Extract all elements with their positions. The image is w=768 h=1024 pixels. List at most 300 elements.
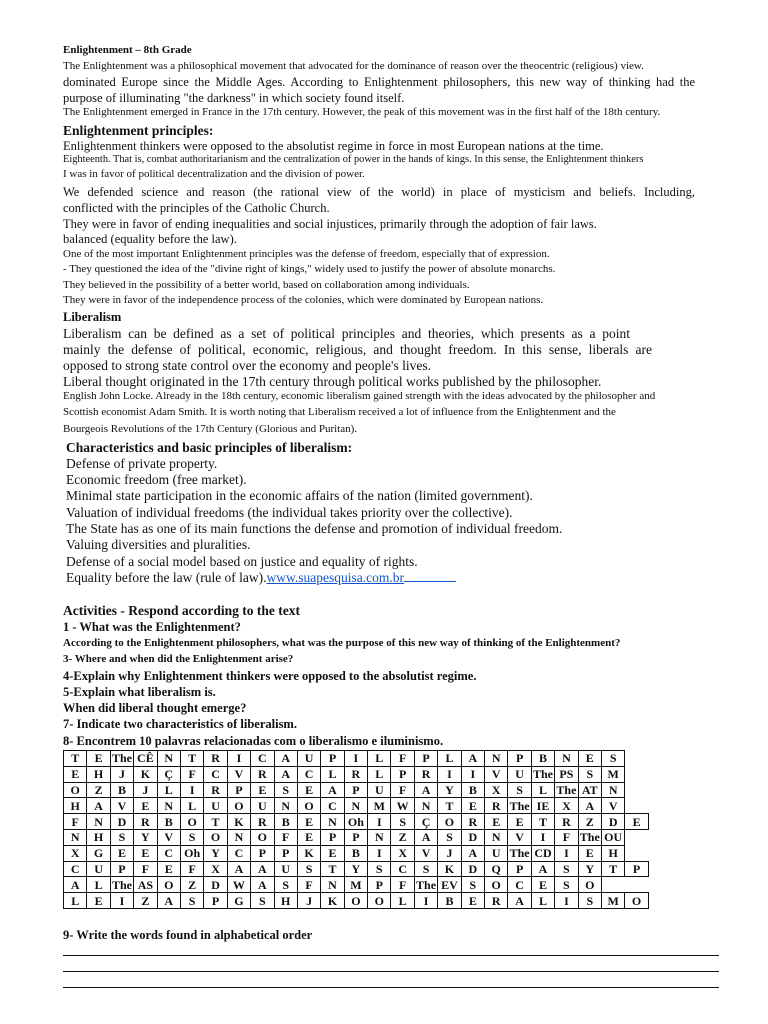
word-search-cell[interactable]: Z (578, 814, 601, 830)
word-search-cell[interactable]: A (157, 893, 180, 909)
word-search-cell[interactable]: F (180, 766, 203, 782)
word-search-cell[interactable]: L (64, 893, 87, 909)
word-search-cell[interactable]: IE (531, 798, 554, 814)
word-search-cell[interactable]: C (251, 751, 274, 767)
question-7: 7- Indicate two characteristics of liberalism. (63, 717, 297, 731)
intro-line: The Enlightenment emerged in France in the 17th century. However, the peak of this movement was in the first half of the 18th century. (63, 106, 661, 118)
word-search-cell[interactable]: O (578, 877, 601, 893)
word-search-cell[interactable]: F (274, 829, 297, 845)
word-search-cell[interactable]: E (531, 877, 554, 893)
word-search-cell[interactable]: R (251, 814, 274, 830)
word-search-cell[interactable]: J (134, 782, 157, 798)
word-search-cell[interactable]: K (297, 845, 320, 861)
word-search-cell[interactable]: T (438, 798, 461, 814)
question-5: 5-Explain what liberalism is. (63, 685, 216, 699)
word-search-cell[interactable]: Z (391, 829, 414, 845)
word-search-cell[interactable]: P (414, 751, 437, 767)
word-search-cell[interactable]: P (321, 751, 344, 767)
word-search-cell[interactable]: R (344, 766, 367, 782)
word-search-cell[interactable]: S (180, 829, 203, 845)
word-search-cell[interactable]: O (157, 877, 180, 893)
word-search-cell[interactable]: E (251, 782, 274, 798)
word-search-cell[interactable]: U (274, 861, 297, 877)
word-search-cell[interactable]: N (227, 829, 250, 845)
word-search-cell[interactable]: C (297, 766, 320, 782)
word-search-cell[interactable]: L (157, 782, 180, 798)
word-search-cell[interactable]: N (344, 798, 367, 814)
answer-line[interactable] (63, 971, 719, 972)
word-search-cell[interactable]: E (485, 814, 508, 830)
word-search-cell[interactable]: G (87, 845, 110, 861)
word-search-cell[interactable]: S (110, 829, 133, 845)
word-search-cell[interactable]: N (157, 798, 180, 814)
activities-heading: Activities - Respond according to the text (63, 603, 300, 618)
word-search-row (64, 766, 649, 782)
question-4: 4-Explain why Enlightenment thinkers were opposed to the absolutist regime. (63, 669, 477, 683)
word-search-cell[interactable]: J (438, 845, 461, 861)
word-search-cell[interactable]: H (64, 798, 87, 814)
word-search-cell[interactable]: B (531, 751, 554, 767)
word-search-cell[interactable]: S (297, 861, 320, 877)
word-search-cell[interactable]: N (601, 782, 624, 798)
word-search-cell[interactable]: H (87, 829, 110, 845)
source-link[interactable]: www.suapesquisa.com.br (266, 570, 405, 585)
liberalism-heading: Liberalism (63, 310, 122, 324)
word-search-cell[interactable]: N (414, 798, 437, 814)
word-search-cell[interactable]: J (297, 893, 320, 909)
word-search-cell[interactable]: B (461, 782, 484, 798)
word-search-cell[interactable]: C (391, 861, 414, 877)
word-search-cell[interactable]: The (579, 830, 600, 845)
word-search-cell[interactable]: P (274, 845, 297, 861)
principles-line: balanced (equality before the law). (63, 232, 237, 246)
word-search-cell[interactable]: L (531, 782, 554, 798)
word-search-cell[interactable]: S (578, 766, 601, 782)
question-6: When did liberal thought emerge? (63, 701, 247, 715)
word-search-cell[interactable]: V (485, 766, 508, 782)
word-search-cell[interactable]: N (87, 814, 110, 830)
word-search-cell[interactable]: O (344, 893, 367, 909)
question-2: According to the Enlightenment philosophers, what was the purpose of this new way of thinking of the Enlightenment? (63, 637, 621, 649)
word-search-cell[interactable]: R (414, 766, 437, 782)
word-search-cell[interactable]: N (485, 829, 508, 845)
word-search-cell[interactable]: Oh (180, 845, 203, 861)
word-search-cell[interactable]: P (227, 782, 250, 798)
word-search-cell[interactable]: M (601, 893, 624, 909)
principles-line: - They questioned the idea of the "divine right of kings," widely used to justify the power of absolute monarchs. (63, 263, 556, 275)
word-search-cell[interactable]: E (578, 845, 601, 861)
word-search-cell[interactable]: CÊ (134, 751, 157, 767)
word-search-cell[interactable]: B (344, 845, 367, 861)
word-search-cell[interactable]: E (461, 798, 484, 814)
word-search-cell[interactable]: E (157, 861, 180, 877)
word-search-cell[interactable]: A (578, 798, 601, 814)
word-search-cell[interactable]: S (391, 814, 414, 830)
characteristics-item: The State has as one of its main functions the defense and promotion of individual freedom. (66, 521, 563, 536)
word-search-cell[interactable]: EV (438, 877, 461, 893)
word-search-cell[interactable]: E (297, 829, 320, 845)
word-search-cell[interactable]: X (204, 861, 227, 877)
word-search-cell[interactable]: The (111, 877, 132, 892)
word-search-cell[interactable]: T (180, 751, 203, 767)
word-search-cell[interactable]: D (204, 877, 227, 893)
word-search-cell[interactable]: U (204, 798, 227, 814)
word-search-cell[interactable]: E (297, 782, 320, 798)
word-search-cell[interactable]: S (461, 877, 484, 893)
word-search-cell[interactable]: C (508, 877, 531, 893)
word-search-cell[interactable]: A (414, 782, 437, 798)
word-search-cell[interactable]: H (601, 845, 624, 861)
word-search-cell[interactable]: E (64, 766, 87, 782)
word-search-cell[interactable]: A (251, 861, 274, 877)
word-search-cell[interactable]: I (368, 845, 391, 861)
word-search-cell[interactable]: E (297, 814, 320, 830)
word-search-cell[interactable]: E (87, 893, 110, 909)
word-search-cell[interactable]: R (251, 766, 274, 782)
word-search-cell[interactable]: I (344, 751, 367, 767)
word-search-cell[interactable]: O (180, 814, 203, 830)
word-search-cell[interactable]: V (414, 845, 437, 861)
word-search-cell[interactable]: U (508, 766, 531, 782)
word-search-cell[interactable]: L (368, 751, 391, 767)
word-search-cell[interactable]: T (64, 751, 87, 767)
word-search-row (64, 751, 649, 767)
principles-line: conflicted with the principles of the Catholic Church. (63, 201, 330, 215)
word-search-cell[interactable]: V (601, 798, 624, 814)
page-title: Enlightenment – 8th Grade (63, 44, 192, 56)
word-search-cell[interactable]: P (391, 766, 414, 782)
word-search-cell[interactable]: O (251, 829, 274, 845)
word-search-cell[interactable]: Ç (157, 766, 180, 782)
word-search-cell[interactable]: The (556, 782, 577, 797)
word-search-cell[interactable]: L (438, 751, 461, 767)
word-search-cell[interactable]: B (438, 893, 461, 909)
word-search-cell[interactable]: I (555, 845, 578, 861)
word-search-cell[interactable]: K (321, 893, 344, 909)
word-search-row (64, 782, 649, 798)
word-search-cell[interactable]: R (204, 782, 227, 798)
word-search-cell[interactable]: X (64, 845, 87, 861)
word-search-row (64, 877, 649, 893)
principles-line: They believed in the possibility of a better world, based on collaboration among individuals. (63, 279, 470, 291)
word-search-cell[interactable]: C (227, 845, 250, 861)
word-search-cell[interactable]: F (391, 751, 414, 767)
word-search-cell[interactable]: The (533, 767, 554, 782)
word-search-cell[interactable]: E (134, 798, 157, 814)
word-search-cell[interactable]: O (625, 893, 648, 909)
intro-line: dominated Europe since the Middle Ages. According to Enlightenment philosophers, this new way of thinking had the (63, 75, 695, 89)
characteristics-item: Valuation of individual freedoms (the individual takes priority over the collective). (66, 505, 513, 520)
word-search-cell[interactable]: R (461, 814, 484, 830)
word-search-cell[interactable]: A (414, 829, 437, 845)
word-search-cell[interactable]: E (87, 751, 110, 767)
word-search-cell[interactable]: M (601, 766, 624, 782)
word-search-cell[interactable]: The (509, 798, 530, 813)
word-search-cell[interactable]: L (531, 893, 554, 909)
word-search-cell[interactable]: I (555, 893, 578, 909)
word-search-cell[interactable]: OU (601, 829, 624, 845)
word-search-cell[interactable]: The (416, 877, 437, 892)
word-search-cell[interactable]: P (508, 751, 531, 767)
word-search-cell[interactable]: X (555, 798, 578, 814)
word-search-cell[interactable]: A (508, 893, 531, 909)
word-search-row (64, 893, 649, 909)
word-search-cell[interactable]: P (110, 861, 133, 877)
word-search-cell[interactable]: S (601, 751, 624, 767)
word-search-cell[interactable]: Y (204, 845, 227, 861)
characteristics-item: Minimal state participation in the economic affairs of the nation (limited government). (66, 488, 533, 503)
word-search-cell[interactable]: H (87, 766, 110, 782)
word-search-cell[interactable]: X (391, 845, 414, 861)
word-search-cell[interactable]: Oh (344, 814, 367, 830)
word-search-cell[interactable]: I (110, 893, 133, 909)
word-search-cell[interactable]: The (111, 751, 132, 766)
word-search-cell[interactable]: W (227, 877, 250, 893)
word-search-cell[interactable]: D (461, 861, 484, 877)
word-search-row (64, 814, 649, 830)
word-search-cell[interactable]: K (227, 814, 250, 830)
word-search-cell[interactable]: P (368, 877, 391, 893)
word-search-cell[interactable]: N (368, 829, 391, 845)
characteristics-item: Equality before the law (rule of law). (66, 570, 267, 585)
word-search-cell[interactable]: CD (531, 845, 554, 861)
word-search-cell[interactable]: L (180, 798, 203, 814)
word-search-cell[interactable]: A (274, 751, 297, 767)
word-search-cell[interactable]: S (368, 861, 391, 877)
word-search-cell[interactable]: P (508, 861, 531, 877)
word-search-cell[interactable]: M (344, 877, 367, 893)
word-search-cell[interactable]: R (204, 751, 227, 767)
word-search-cell[interactable]: N (274, 798, 297, 814)
word-search-cell[interactable]: C (64, 861, 87, 877)
word-search-cell[interactable]: P (344, 829, 367, 845)
word-search-cell[interactable]: A (64, 877, 87, 893)
word-search-cell[interactable]: S (555, 877, 578, 893)
word-search-cell[interactable]: F (64, 814, 87, 830)
word-search-cell[interactable]: E (625, 814, 648, 830)
word-search-row (64, 861, 649, 877)
word-search-cell[interactable]: U (251, 798, 274, 814)
link-underline (404, 580, 456, 582)
word-search-cell[interactable]: I (461, 766, 484, 782)
liberalism-line: Liberalism can be defined as a set of political principles and theories, which presents as a point (63, 326, 630, 341)
word-search-cell[interactable]: E (508, 814, 531, 830)
word-search-cell[interactable]: P (251, 845, 274, 861)
word-search-cell[interactable]: O (368, 893, 391, 909)
principles-heading: Enlightenment principles: (63, 123, 214, 138)
question-9: 9- Write the words found in alphabetical order (63, 928, 313, 942)
word-search-cell[interactable]: O (227, 798, 250, 814)
word-search-cell[interactable]: L (321, 766, 344, 782)
word-search-cell[interactable]: F (555, 829, 578, 845)
word-search-cell[interactable]: R (485, 798, 508, 814)
answer-line[interactable] (63, 987, 719, 988)
word-search-cell[interactable]: E (321, 845, 344, 861)
word-search-cell[interactable]: S (578, 893, 601, 909)
word-search-cell[interactable]: N (555, 751, 578, 767)
word-search-cell[interactable]: C (204, 766, 227, 782)
word-search-cell[interactable]: V (508, 829, 531, 845)
liberalism-line: opposed to strong state control over the economy and people's lives. (63, 358, 431, 373)
characteristics-item: Valuing diversities and pluralities. (66, 537, 251, 552)
word-search-cell[interactable]: AS (134, 877, 157, 893)
word-search-cell[interactable]: F (180, 861, 203, 877)
word-search-cell[interactable]: Y (438, 782, 461, 798)
word-search-cell[interactable]: S (274, 782, 297, 798)
word-search-cell[interactable]: PS (555, 766, 578, 782)
word-search-cell[interactable]: T (601, 861, 624, 877)
word-search-cell[interactable]: P (204, 893, 227, 909)
word-search-cell[interactable]: N (157, 751, 180, 767)
word-search-cell[interactable]: T (531, 814, 554, 830)
word-search-cell[interactable]: H (274, 893, 297, 909)
word-search-cell[interactable]: U (87, 861, 110, 877)
question-8: 8- Encontrem 10 palavras relacionadas com o liberalismo e iluminismo. (63, 734, 444, 748)
word-search-cell[interactable]: B (274, 814, 297, 830)
word-search-cell[interactable]: R (555, 814, 578, 830)
answer-line[interactable] (63, 955, 719, 956)
word-search-cell[interactable]: E (110, 845, 133, 861)
word-search-cell[interactable]: C (157, 845, 180, 861)
word-search-cell[interactable]: O (64, 782, 87, 798)
intro-line: purpose of illuminating "the darkness" in which society found itself. (63, 91, 405, 105)
word-search-cell[interactable]: S (274, 877, 297, 893)
principles-line: I was in favor of political decentralization and the division of power. (63, 168, 365, 180)
word-search-cell[interactable]: I (438, 766, 461, 782)
word-search-cell[interactable]: U (368, 782, 391, 798)
liberalism-line: English John Locke. Already in the 18th century, economic liberalism gained strength with the ideas advocated by the philosopher and (63, 390, 656, 402)
word-search-row (64, 829, 649, 845)
word-search-cell[interactable]: Z (87, 782, 110, 798)
word-search-cell[interactable]: O (297, 798, 320, 814)
word-search-cell[interactable]: L (87, 877, 110, 893)
word-search-cell[interactable]: Z (180, 877, 203, 893)
principles-line: They were in favor of ending inequalities and social injustices, primarily through the adoption of fair laws. (63, 217, 597, 231)
word-search-cell[interactable]: S (180, 893, 203, 909)
word-search-cell[interactable]: L (368, 766, 391, 782)
word-search-cell[interactable]: Z (134, 893, 157, 909)
word-search-cell[interactable]: V (157, 829, 180, 845)
word-search-cell[interactable]: S (508, 782, 531, 798)
word-search-cell[interactable]: A (321, 782, 344, 798)
word-search-cell[interactable]: S (438, 829, 461, 845)
question-3: 3- Where and when did the Enlightenment arise? (63, 653, 294, 665)
principles-line: We defended science and reason (the rational view of the world) in place of mysticism and beliefs. Including, (63, 185, 695, 199)
word-search-cell[interactable]: O (438, 814, 461, 830)
word-search-cell[interactable]: A (87, 798, 110, 814)
liberalism-line: Scottish economist Adam Smith. It is worth noting that Liberalism received a lot of influence from the Enlightenment and the (63, 406, 616, 418)
characteristics-heading: Characteristics and basic principles of liberalism: (66, 440, 353, 455)
word-search-cell[interactable]: T (321, 861, 344, 877)
word-search-cell[interactable]: A (251, 877, 274, 893)
word-search-cell[interactable]: I (227, 751, 250, 767)
liberalism-line: Bourgeois Revolutions of the 17th Century (Glorious and Puritan). (63, 423, 358, 435)
word-search-cell[interactable]: Y (134, 829, 157, 845)
word-search-cell[interactable]: A (531, 861, 554, 877)
word-search-cell[interactable]: R (134, 814, 157, 830)
word-search-cell[interactable]: E (578, 751, 601, 767)
word-search-cell[interactable]: T (204, 814, 227, 830)
characteristics-last-line (66, 571, 456, 585)
word-search-cell[interactable]: B (157, 814, 180, 830)
word-search-cell[interactable]: P (625, 861, 648, 877)
word-search-cell[interactable]: M (368, 798, 391, 814)
liberalism-line: Liberal thought originated in the 17th century through political works published by the philosopher. (63, 374, 602, 389)
word-search-cell[interactable]: V (110, 798, 133, 814)
principles-line: Eighteenth. That is, combat authoritarianism and the centralization of power in the hands of kings. In this sense, the Enlightenment thinkers (63, 154, 644, 165)
word-search-cell[interactable]: F (391, 782, 414, 798)
word-search-cell[interactable]: V (227, 766, 250, 782)
word-search-cell[interactable]: P (321, 829, 344, 845)
characteristics-item: Defense of a social model based on justice and equality of rights. (66, 554, 418, 569)
principles-line: They were in favor of the independence process of the colonies, which were dominated by European nations. (63, 294, 544, 306)
intro-line: The Enlightenment was a philosophical movement that advocated for the dominance of reason over the theocentric (religious) view. (63, 60, 644, 72)
word-search-cell[interactable]: N (321, 814, 344, 830)
word-search-cell[interactable]: N (485, 751, 508, 767)
liberalism-line: mainly the defense of political, economic, religious, and thought freedom. In this sense, liberals are (63, 342, 652, 357)
word-search-cell[interactable]: A (461, 845, 484, 861)
characteristics-item: Defense of private property. (66, 456, 218, 471)
word-search-cell[interactable]: D (461, 829, 484, 845)
word-search-cell[interactable]: Q (485, 861, 508, 877)
word-search-cell[interactable]: R (485, 893, 508, 909)
word-search-cell[interactable]: W (391, 798, 414, 814)
word-search-cell[interactable]: K (134, 766, 157, 782)
word-search-cell[interactable]: S (555, 861, 578, 877)
word-search-cell[interactable]: F (134, 861, 157, 877)
word-search-row (64, 798, 649, 814)
word-search-cell[interactable]: J (110, 766, 133, 782)
word-search-cell[interactable]: F (391, 877, 414, 893)
word-search-cell[interactable]: U (485, 845, 508, 861)
word-search-cell[interactable]: I (414, 893, 437, 909)
word-search-grid (63, 750, 649, 909)
word-search-cell[interactable]: A (274, 766, 297, 782)
word-search-cell[interactable]: Y (578, 861, 601, 877)
word-search-cell[interactable]: AT (578, 782, 601, 798)
word-search-cell[interactable]: K (438, 861, 461, 877)
word-search-cell[interactable]: C (321, 798, 344, 814)
word-search-cell[interactable]: X (485, 782, 508, 798)
word-search-cell[interactable]: O (204, 829, 227, 845)
word-search-cell[interactable]: L (391, 893, 414, 909)
word-search-cell[interactable]: P (344, 782, 367, 798)
principles-line: One of the most important Enlightenment principles was the defense of freedom, especially that of expression. (63, 248, 550, 260)
word-search-cell[interactable]: N (64, 829, 87, 845)
word-search-cell[interactable]: N (321, 877, 344, 893)
word-search-cell[interactable]: A (227, 861, 250, 877)
word-search-cell[interactable]: I (180, 782, 203, 798)
word-search-cell[interactable]: E (134, 845, 157, 861)
word-search-cell[interactable]: I (531, 829, 554, 845)
word-search-cell[interactable]: Y (344, 861, 367, 877)
word-search-cell[interactable]: O (485, 877, 508, 893)
word-search-cell[interactable]: E (461, 893, 484, 909)
characteristics-item: Economic freedom (free market). (66, 472, 247, 487)
word-search-cell[interactable]: S (251, 893, 274, 909)
word-search-cell[interactable]: The (509, 846, 530, 861)
word-search-cell[interactable]: G (227, 893, 250, 909)
word-search-cell[interactable]: U (297, 751, 320, 767)
word-search-cell[interactable]: I (368, 814, 391, 830)
word-search-cell[interactable]: D (601, 814, 624, 830)
word-search-cell[interactable]: S (414, 861, 437, 877)
word-search-cell[interactable]: Ç (414, 814, 437, 830)
word-search-cell[interactable]: F (297, 877, 320, 893)
word-search-cell[interactable]: B (110, 782, 133, 798)
word-search-cell[interactable]: A (461, 751, 484, 767)
word-search-cell[interactable]: D (110, 814, 133, 830)
